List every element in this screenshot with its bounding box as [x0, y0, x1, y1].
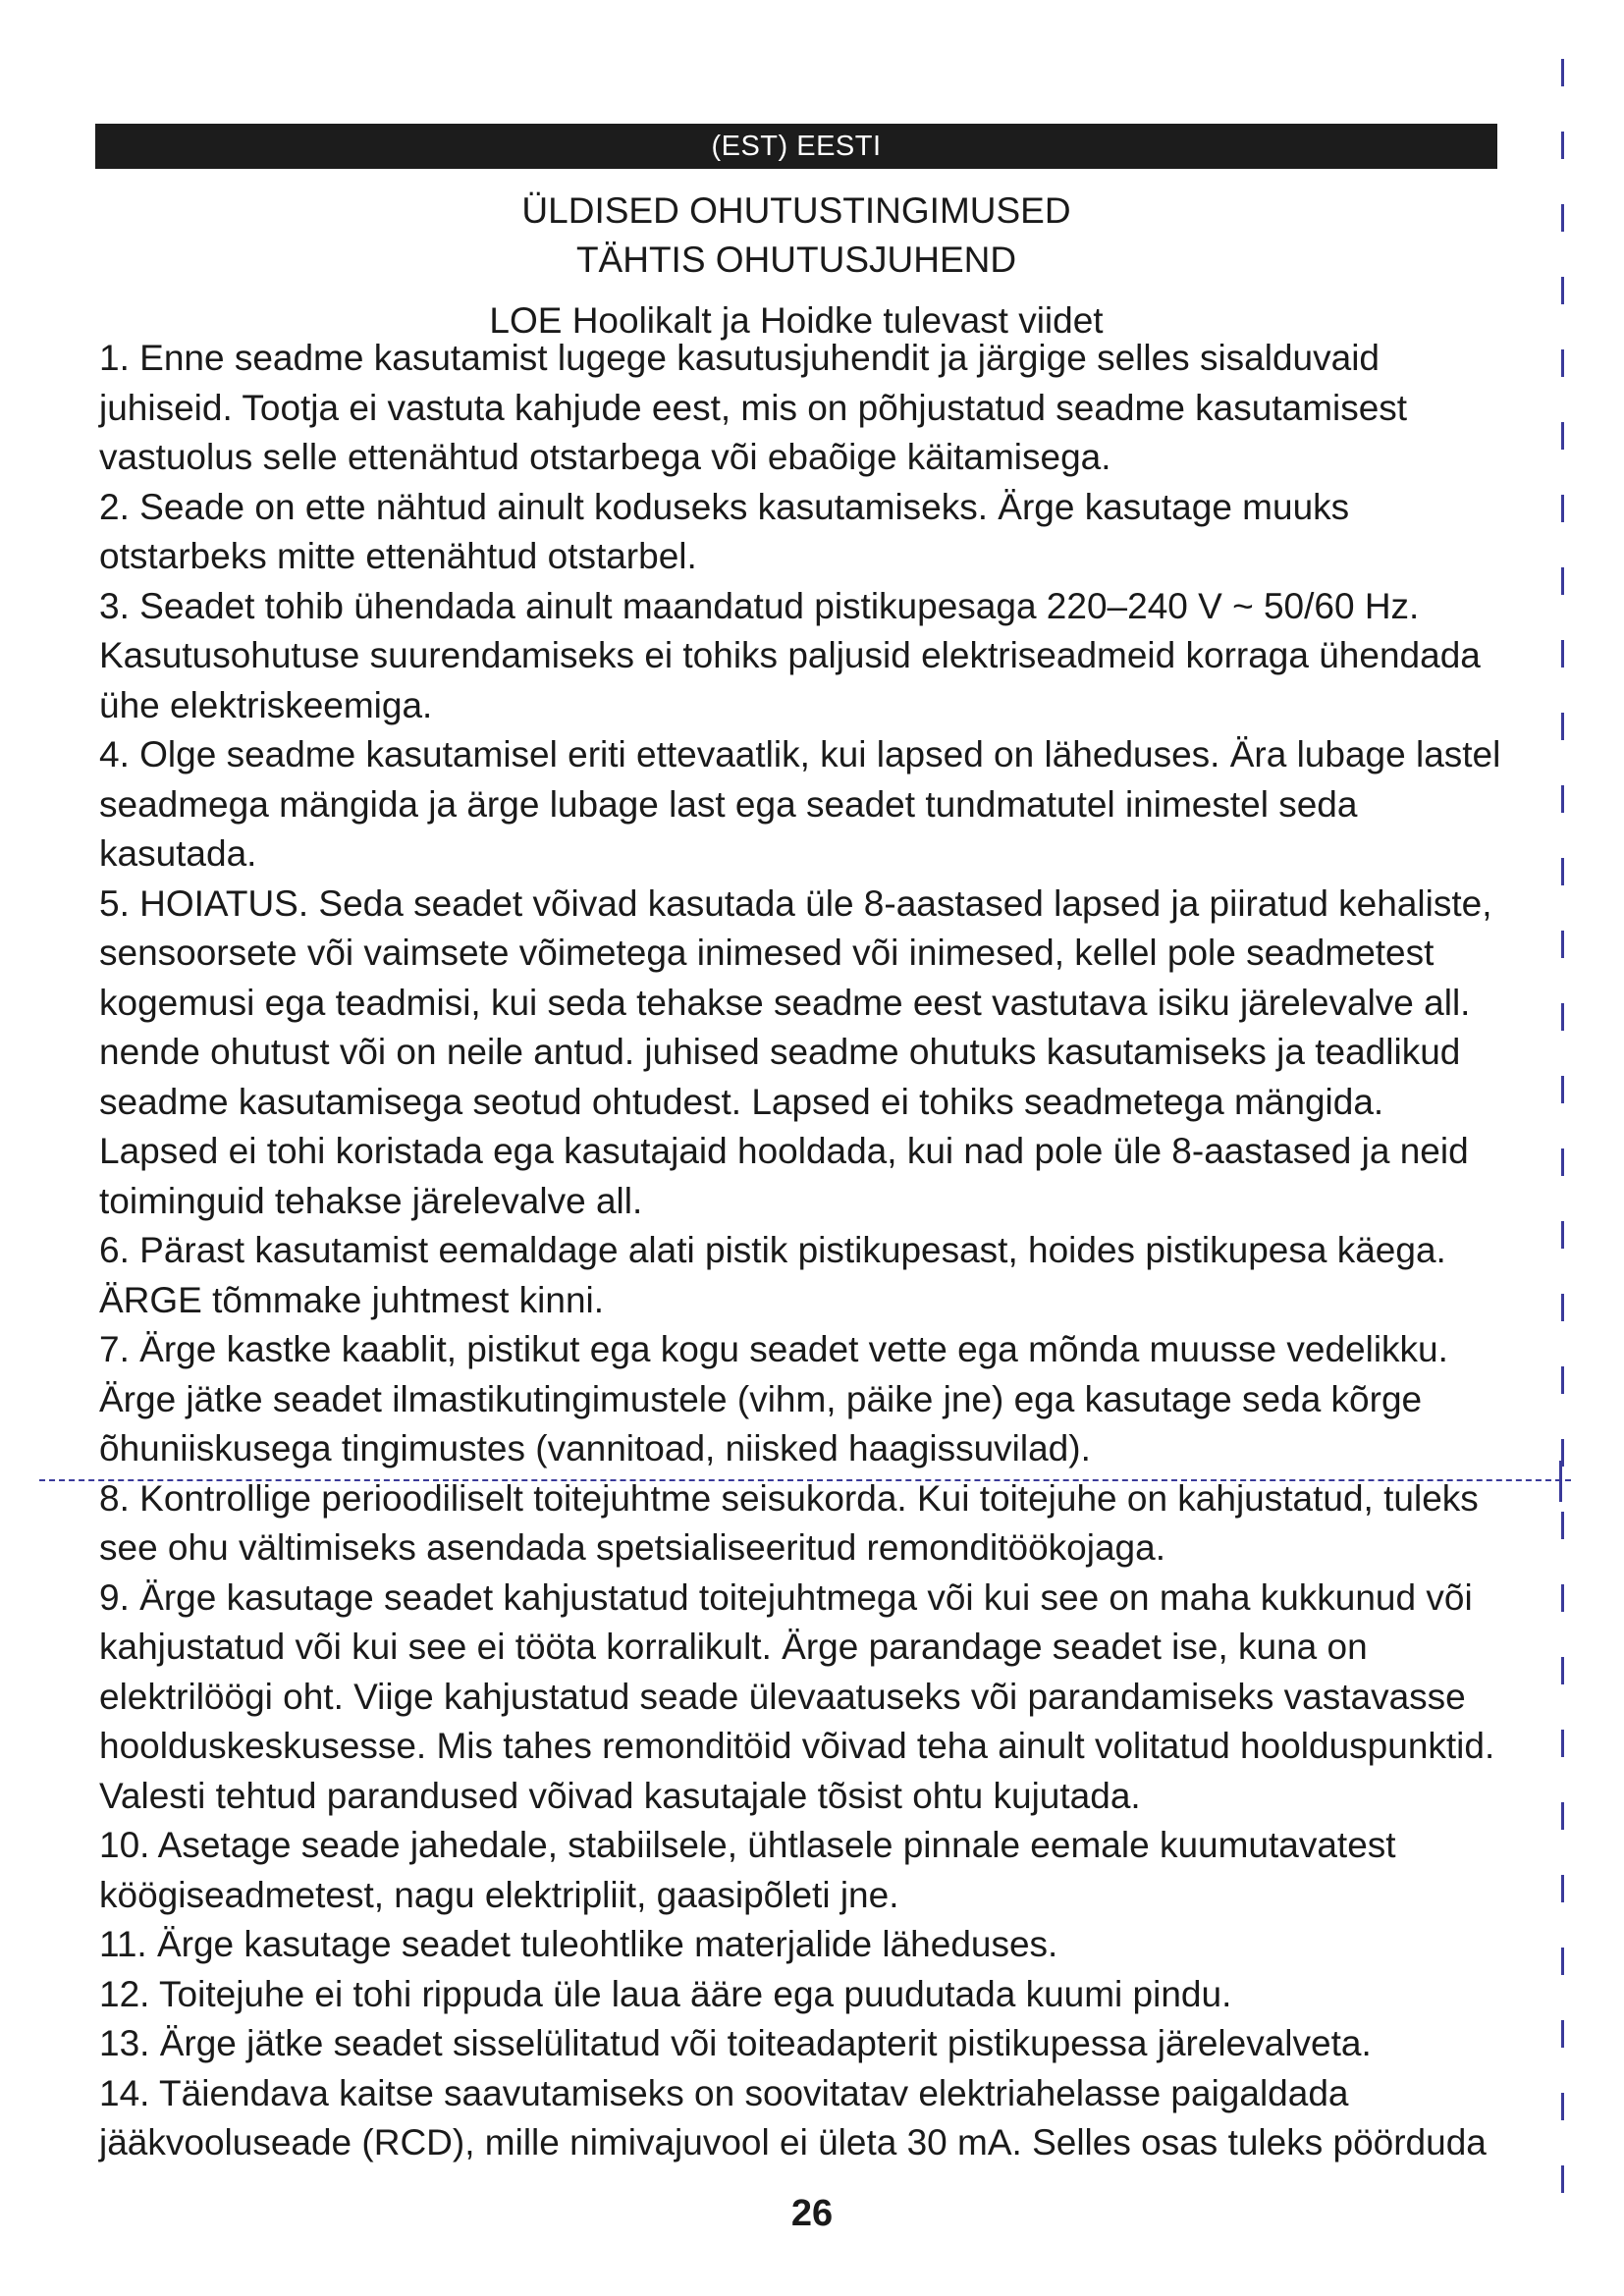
margin-tick — [1561, 785, 1564, 813]
margin-tick — [1561, 1439, 1564, 1467]
instruction-8: 8. Kontrollige perioodiliselt toitejuhtme seisukorda. Kui toitejuhe on kahjustatud, tuleks see ohu vältimiseks asendada spetsialiseeritud remonditöökojaga. — [99, 1477, 1479, 1568]
margin-tick — [1561, 1003, 1564, 1031]
margin-tick — [1561, 277, 1564, 304]
instruction-6: 6. Pärast kasutamist eemaldage alati pistik pistikupesast, hoides pistikupesa käega. ÄRGE tõmmake juhtmest kinni. — [99, 1230, 1446, 1320]
instruction-4: 4. Olge seadme kasutamisel eriti ettevaatlik, kui lapsed on läheduses. Ära lubage lastel seadmega mängida ja ärge lubage last ega seadet tundmatutel inimestel seda kasutada. — [99, 734, 1501, 874]
margin-tick — [1561, 713, 1564, 740]
margin-tick — [1561, 1802, 1564, 1830]
instruction-note: LOE Hoolikalt ja Hoidke tulevast viidet — [489, 300, 1104, 341]
margin-tick — [1561, 640, 1564, 667]
margin-tick — [1561, 1584, 1564, 1612]
margin-tick — [1561, 1730, 1564, 1757]
instruction-1: 1. Enne seadme kasutamist lugege kasutusjuhendit ja järgige selles sisalduvaid juhiseid. Tootja ei vastuta kahjude eest, mis on põhjustatud seadme kasutamisest vastuolus selle ettenähtud otstarbega või ebaõige käitamisega. — [99, 338, 1408, 477]
margin-tick — [1561, 567, 1564, 595]
language-label: (EST) EESTI — [711, 131, 882, 162]
instruction-3: 3. Seadet tohib ühendada ainult maandatud pistikupesaga 220–240 V ~ 50/60 Hz. Kasutusohutuse suurendamiseks ei tohiks paljusid elektriseadmeid korraga ühendada ühe elektriskeemiga. — [99, 585, 1481, 725]
safety-instructions — [99, 334, 1503, 2168]
margin-tick — [1561, 2093, 1564, 2120]
margin-tick — [1561, 422, 1564, 450]
title-block — [95, 187, 1497, 346]
sub-title: TÄHTIS OHUTUSJUHEND — [575, 240, 1017, 280]
margin-tick — [1561, 1148, 1564, 1176]
margin-tick — [1561, 204, 1564, 232]
margin-tick — [1561, 858, 1564, 885]
instruction-12: 12. Toitejuhe ei tohi rippuda üle laua ääre ega puudutada kuumi pindu. — [99, 1973, 1232, 2014]
margin-guide-marks — [1561, 59, 1565, 2209]
fold-guide-line — [39, 1479, 1571, 1481]
margin-tick — [1561, 349, 1564, 377]
instruction-13: 13. Ärge jätke seadet sisselülitatud või toiteadapterit pistikupessa järelevalveta. — [99, 2023, 1372, 2063]
margin-tick — [1561, 132, 1564, 159]
margin-tick — [1561, 1076, 1564, 1103]
margin-tick — [1561, 1294, 1564, 1321]
margin-tick — [1561, 1657, 1564, 1684]
margin-tick — [1561, 931, 1564, 958]
margin-tick — [1561, 1875, 1564, 1902]
margin-tick — [1561, 1512, 1564, 1539]
instruction-14: 14. Täiendava kaitse saavutamiseks on soovitatav elektriahelasse paigaldada jääkvooluseade (RCD), mille nimivajuvool ei ületa 30 mA. Selles osas tuleks pöörduda — [99, 2072, 1487, 2163]
instruction-5: 5. HOIATUS. Seda seadet võivad kasutada üle 8-aastased lapsed ja piiratud kehaliste, sensoorsete või vaimsete võimetega inimesed või inimesed, kellel pole seadmetest kogemusi ega teadmisi, kui seda tehakse seadme eest vastutava isiku järelevalve all. nende ohutust või on neile antud. juhised seadme ohutuks kasutamiseks ja teadlikud seadme kasutamisega seotud ohtudest. Lapsed ei tohiks seadmetega mängida. Lapsed ei tohi koristada ega kasutajaid hooldada, kui nad pole üle 8-aastased ja neid toiminguid tehakse järelevalve all. — [99, 882, 1492, 1221]
margin-tick — [1561, 2020, 1564, 2048]
instruction-9: 9. Ärge kasutage seadet kahjustatud toitejuhtmega või kui see on maha kukkunud või kahjustatud või kui see ei tööta korralikult. Ärge parandage seadet ise, kuna on elektrilöögi oht. Viige kahjustatud seade ülevaatuseks või parandamiseks vastavasse hoolduskeskusesse. Mis tahes remonditöid võivad teha ainult volitatud hoolduspunktid. Valesti tehtud parandused võivad kasutajale tõsist ohtu kujutada. — [99, 1576, 1495, 1816]
instruction-2: 2. Seade on ette nähtud ainult koduseks kasutamiseks. Ärge kasutage muuks otstarbeks mitte ettenähtud otstarbel. — [99, 486, 1350, 576]
instruction-7: 7. Ärge kastke kaablit, pistikut ega kogu seadet vette ega mõnda muusse vedelikku. Ärge jätke seadet ilmastikutingimustele (vihm, päike jne) ega kasutage seda kõrge õhuniiskusega tingimustes (vannitoad, niisked haagissuvilad). — [99, 1329, 1448, 1468]
margin-tick — [1561, 1221, 1564, 1249]
margin-tick — [1561, 495, 1564, 522]
margin-tick — [1561, 1366, 1564, 1394]
main-title: ÜLDISED OHUTUSTINGIMUSED — [521, 190, 1071, 231]
margin-tick — [1561, 59, 1564, 86]
language-header-bar — [95, 124, 1497, 169]
instruction-11: 11. Ärge kasutage seadet tuleohtlike materjalide läheduses. — [99, 1924, 1058, 1964]
page-number: 26 — [790, 2193, 834, 2234]
instruction-10: 10. Asetage seade jahedale, stabiilsele, ühtlasele pinnale eemale kuumutavatest köögiseadmetest, nagu elektripliit, gaasipõleti jne. — [99, 1825, 1396, 1915]
margin-tick — [1561, 1948, 1564, 1975]
